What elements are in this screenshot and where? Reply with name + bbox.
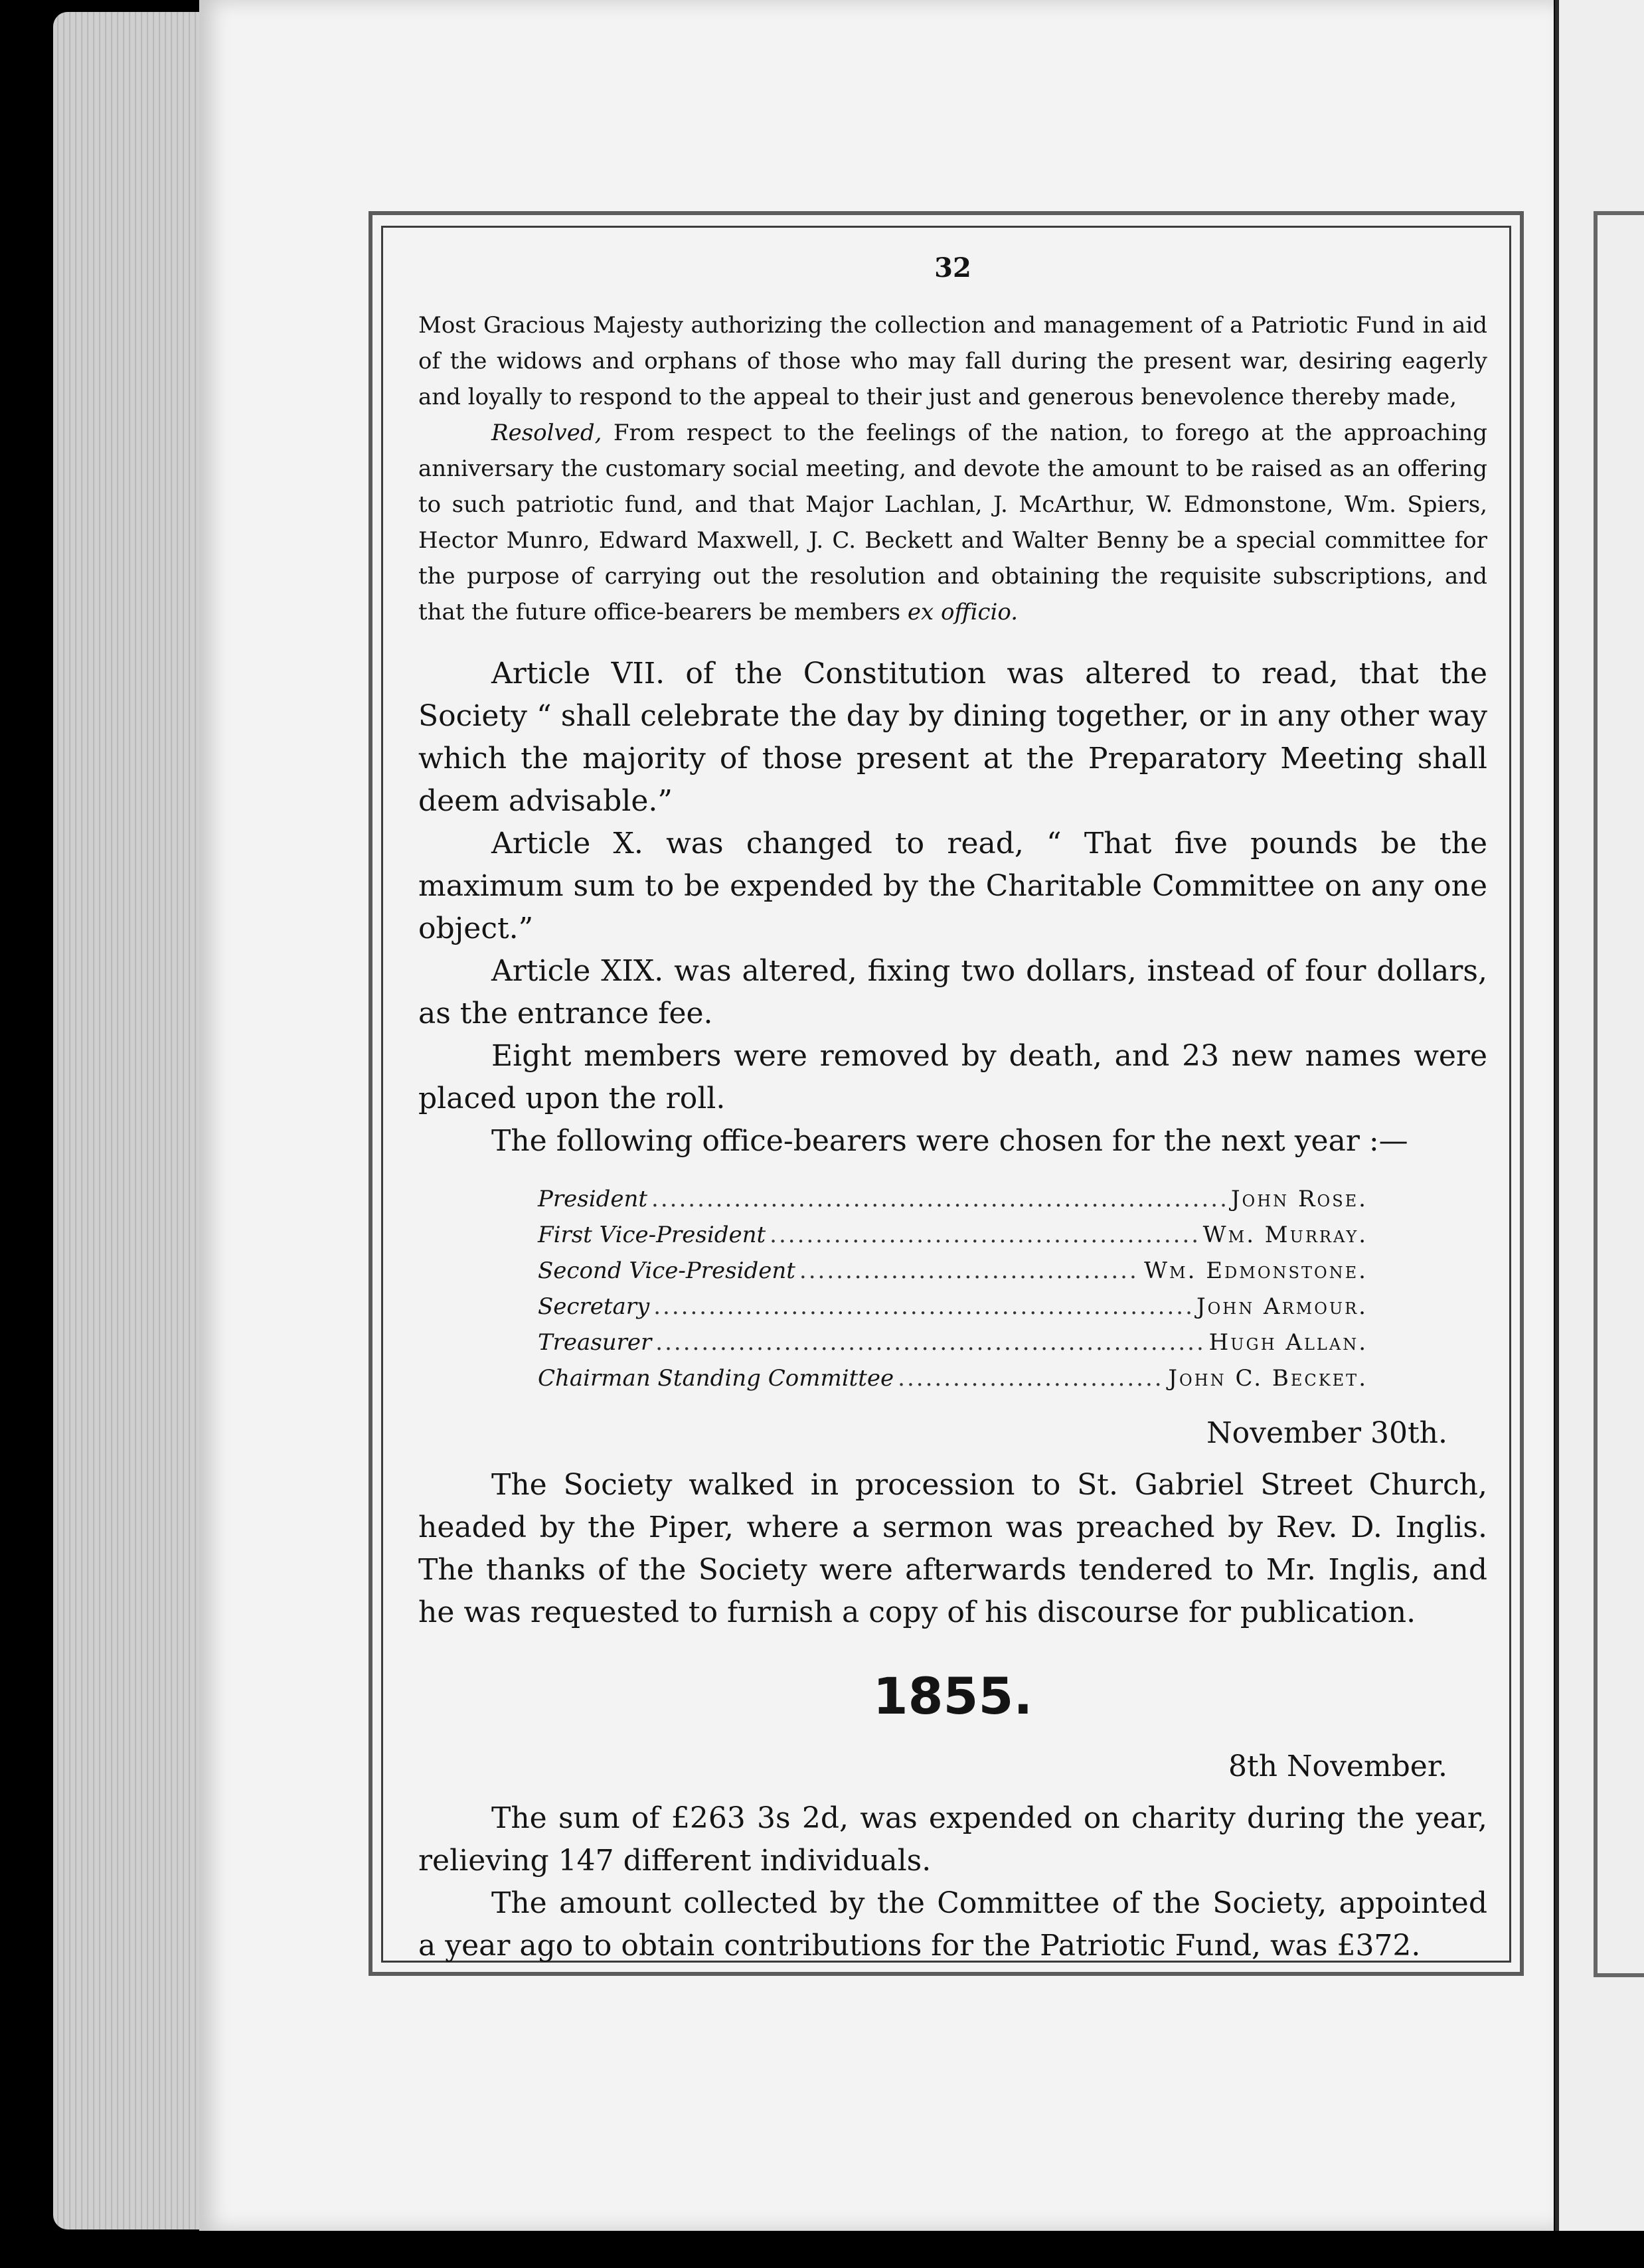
scan-bottom-strip (0, 2231, 1644, 2268)
officer-role: President (538, 1186, 648, 1212)
charity-paragraph: The sum of £263 3s 2d, was expended on charity during the year, relieving 147 different individuals. (418, 1801, 1487, 1878)
officers-intro: The following office-bearers were chosen for the next year :— (491, 1124, 1408, 1158)
resolved-label: Resolved, (491, 420, 602, 446)
officer-row (538, 1360, 1368, 1396)
facing-page-edge (1555, 0, 1644, 2231)
officer-name: Hugh Allan. (1208, 1329, 1368, 1356)
facing-frame-edge (1594, 211, 1598, 1977)
officer-role: Treasurer (538, 1329, 652, 1356)
members-paragraph: Eight members were removed by death, and 23 new names were placed upon the roll. (418, 1039, 1487, 1115)
officer-row (538, 1325, 1368, 1360)
officer-role: First Vice-President (538, 1222, 766, 1248)
article-vii-paragraph: Article VII. of the Constitution was altered to read, that the Society “ shall celebrate the day by dining together, or in any other way which the majority of those present at the Preparatory Meeting shall deem advisable.” (418, 657, 1487, 818)
year-1855-dateline: 8th November. (1228, 1749, 1447, 1783)
ex-officio: ex officio. (907, 599, 1019, 625)
procession-paragraph: The Society walked in procession to St. Gabriel Street Church, headed by the Piper, where a sermon was preached by Rev. D. Inglis. The thanks of the Society were afterwards tendered to Mr. Inglis, and he was requested to furnish a copy of his discourse for publication. (418, 1468, 1487, 1629)
resolution-resolved (418, 415, 1487, 630)
article-x-paragraph: Article X. was changed to read, “ That five pounds be the maximum sum to be expended by the Charitable Committee on any one object.” (418, 827, 1487, 945)
resolved-text: From respect to the feelings of the nation, to forego at the approaching anniversary the customary social meeting, and devote the amount to be raised as an offering to such patriotic fund, and that Major Lachlan, J. McArthur, W. Edmonstone, Wm. Spiers, Hector Munro, Edward Maxwell, J. C. Beckett and Walter Benny be a special committee for the purpose of carrying out the resolution and obtaining the requisite subscriptions, and that the future office-bearers be members (418, 420, 1487, 625)
officer-role: Secretary (538, 1293, 650, 1320)
officer-name: John C. Becket. (1168, 1365, 1368, 1392)
officer-name: Wm. Edmonstone. (1144, 1257, 1368, 1284)
patriotic-fund-paragraph: The amount collected by the Committee of the Society, appointed a year ago to obtain contributions for the Patriotic Fund, was £372. (418, 1886, 1487, 1963)
officer-row (538, 1289, 1368, 1325)
officer-row (538, 1253, 1368, 1289)
officer-role: Chairman Standing Committee (538, 1365, 894, 1392)
year-heading: 1855. (872, 1666, 1033, 1726)
officer-name: John Armour. (1196, 1293, 1368, 1320)
officers-list (538, 1181, 1368, 1396)
november-dateline: November 30th. (1206, 1416, 1447, 1450)
officer-role: Second Vice-President (538, 1257, 795, 1284)
officer-name: John Rose. (1230, 1186, 1368, 1212)
facing-frame-top (1594, 211, 1644, 215)
leader-dots (651, 1181, 1227, 1217)
leader-dots (898, 1360, 1164, 1396)
officer-row (538, 1217, 1368, 1253)
leader-dots (655, 1325, 1204, 1360)
leader-dots (653, 1289, 1192, 1325)
article-xix-paragraph: Article XIX. was altered, fixing two dollars, instead of four dollars, as the entrance fee. (418, 954, 1487, 1030)
officer-row (538, 1181, 1368, 1217)
page-content (418, 252, 1487, 1967)
resolution-preamble: Most Gracious Majesty authorizing the collection and management of a Patriotic Fund in aid of the widows and orphans of those who may fall during the present war, desiring eagerly and loyally to respond to the appeal to their just and generous benevolence thereby made, (418, 312, 1487, 410)
leader-dots (799, 1253, 1140, 1289)
officer-name: Wm. Murray. (1202, 1222, 1368, 1248)
leader-dots (770, 1217, 1199, 1253)
facing-frame-bottom (1594, 1973, 1644, 1977)
page-number: 32 (934, 252, 971, 284)
